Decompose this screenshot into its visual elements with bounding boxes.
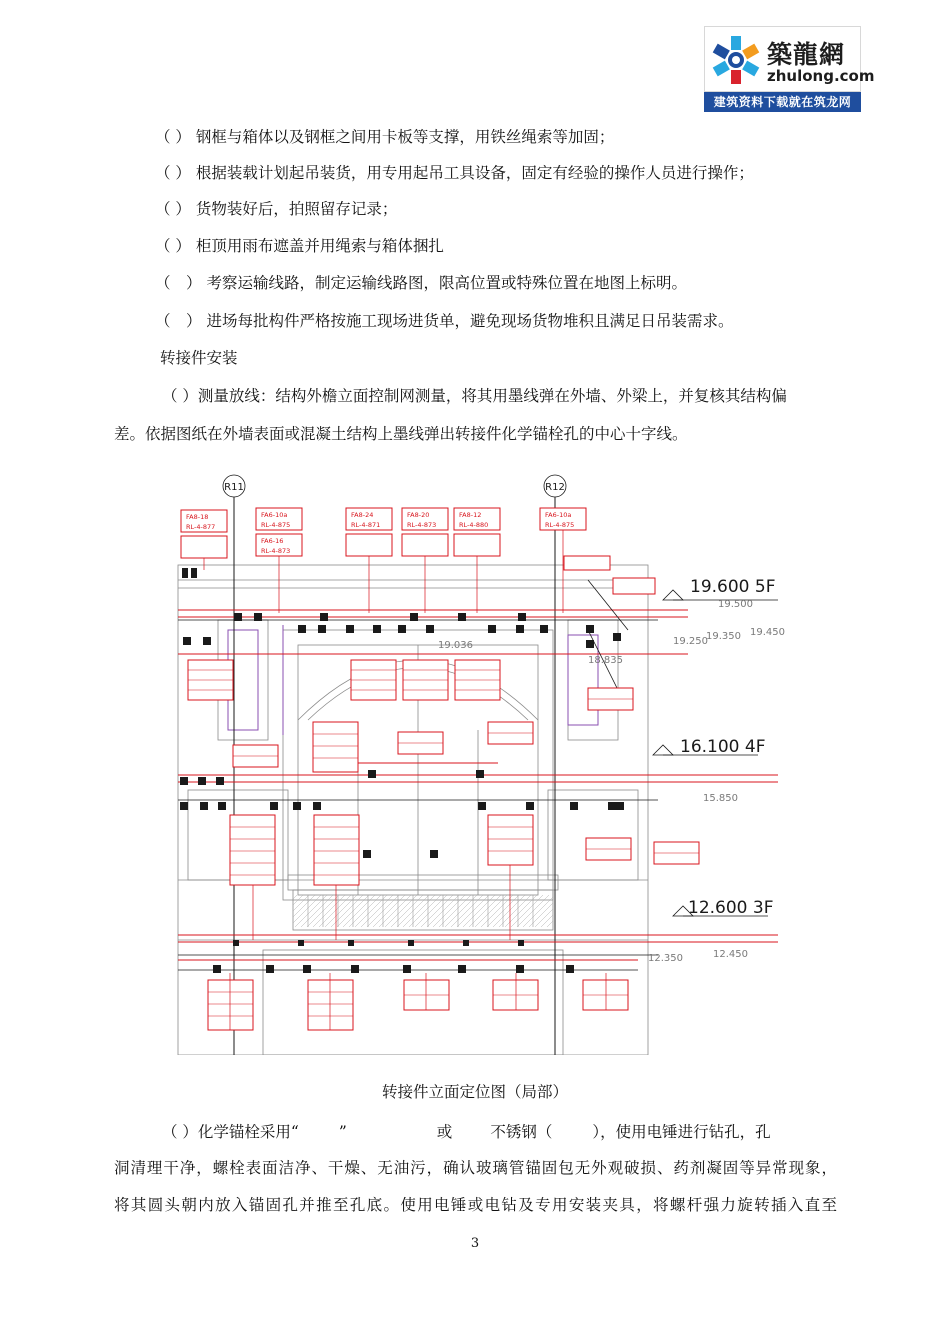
list-text: 柜顶用雨布遮盖并用绳索与箱体捆扎	[195, 237, 444, 255]
tag-code: FA6-16	[261, 537, 284, 545]
snowflake-logo-icon	[709, 33, 763, 87]
list-marker: （ ）	[155, 237, 191, 255]
zhulong-logo[interactable]	[704, 26, 875, 112]
tag-code: FA6-10a	[545, 511, 572, 519]
page-number: 3	[470, 1236, 480, 1251]
figure-caption: 转接件立面定位图（局部）	[381, 1083, 568, 1101]
list-text: 根据装载计划起吊装货，用专用起吊工具设备，固定有经验的操作人员进行操作；	[195, 164, 754, 182]
elevation-drawing	[158, 470, 838, 1055]
paragraph-line: 差。依据图纸在外墙表面或混凝土结构上墨线弹出转接件化学锚栓孔的中心十字线。	[114, 425, 688, 443]
list-marker: （ ）	[155, 164, 191, 182]
tag-ref: RL-4-873	[407, 521, 437, 529]
elevation-mark: 19.036	[438, 640, 473, 651]
list-text: 货物装好后，拍照留存记录；	[195, 200, 398, 218]
list-marker: （ ）	[155, 200, 191, 218]
tag-code: FA8-20	[407, 511, 430, 519]
level-label-5f: 19.600 5F	[690, 577, 776, 597]
list-text: 钢框与箱体以及钢框之间用卡板等支撑，用铁丝绳索等加固；	[195, 128, 615, 146]
logo-name-cn: 築龍網	[767, 40, 846, 69]
tag-code: FA8-24	[351, 511, 374, 519]
level-label-4f: 16.100 4F	[680, 737, 766, 757]
tag-code: FA8-18	[186, 513, 209, 521]
tag-ref: RL-4-875	[545, 521, 575, 529]
tag-ref: RL-4-877	[186, 523, 216, 531]
list-marker: （ ）	[155, 312, 202, 330]
logo-name-en: zhulong.com	[767, 67, 875, 85]
tag-ref: RL-4-871	[351, 521, 381, 529]
elevation-mark: 12.350	[648, 953, 683, 964]
logo-slogan: 建筑资料下载就在筑龙网	[704, 92, 861, 112]
paragraph-line: （ ）化学锚栓采用“ ” 或 不锈钢（ ），使用电锤进行钻孔，孔	[162, 1123, 771, 1141]
paragraph-line: 将其圆头朝内放入锚固孔并推至孔底。使用电锤或电钻及专用安装夹具，将螺杆强力旋转插入直至	[114, 1196, 837, 1214]
elevation-mark: 19.350	[706, 631, 741, 642]
elevation-mark: 15.850	[703, 793, 738, 804]
paragraph-line: （ ）测量放线：结构外檐立面控制网测量，将其用墨线弹在外墙、外梁上，并复核其结构偏	[162, 387, 787, 405]
tag-code: FA6-10a	[261, 511, 288, 519]
tag-ref: RL-4-875	[261, 521, 291, 529]
tag-code: FA8-12	[459, 511, 482, 519]
list-item	[155, 163, 754, 183]
elevation-mark: 19.500	[718, 599, 753, 610]
elevation-mark: 18.835	[588, 655, 623, 666]
section-heading: 转接件安装	[160, 349, 238, 367]
paragraph-line: 洞清理干净，螺栓表面洁净、干燥、无油污，确认玻璃管锚固包无外观破损、药剂凝固等异常现象，	[114, 1159, 837, 1177]
list-marker: （ ）	[155, 274, 202, 292]
list-text: 进场每批构件严格按施工现场进货单，避免现场货物堆积且满足日吊装需求。	[206, 312, 734, 330]
tag-ref: RL-4-873	[261, 547, 291, 555]
list-marker: （ ）	[155, 128, 191, 146]
elevation-mark: 19.450	[750, 627, 785, 638]
list-item	[155, 236, 444, 256]
tag-ref: RL-4-880	[459, 521, 489, 529]
list-item	[155, 273, 687, 293]
list-text: 考察运输线路，制定运输线路图，限高位置或特殊位置在地图上标明。	[206, 274, 687, 292]
list-item	[155, 127, 614, 147]
elevation-mark: 19.250	[673, 636, 708, 647]
level-label-3f: 12.600 3F	[688, 898, 774, 918]
list-item	[155, 199, 397, 219]
list-item	[155, 311, 733, 331]
axis-label: R12	[545, 482, 565, 493]
axis-label: R11	[224, 482, 244, 493]
elevation-mark: 12.450	[713, 949, 748, 960]
